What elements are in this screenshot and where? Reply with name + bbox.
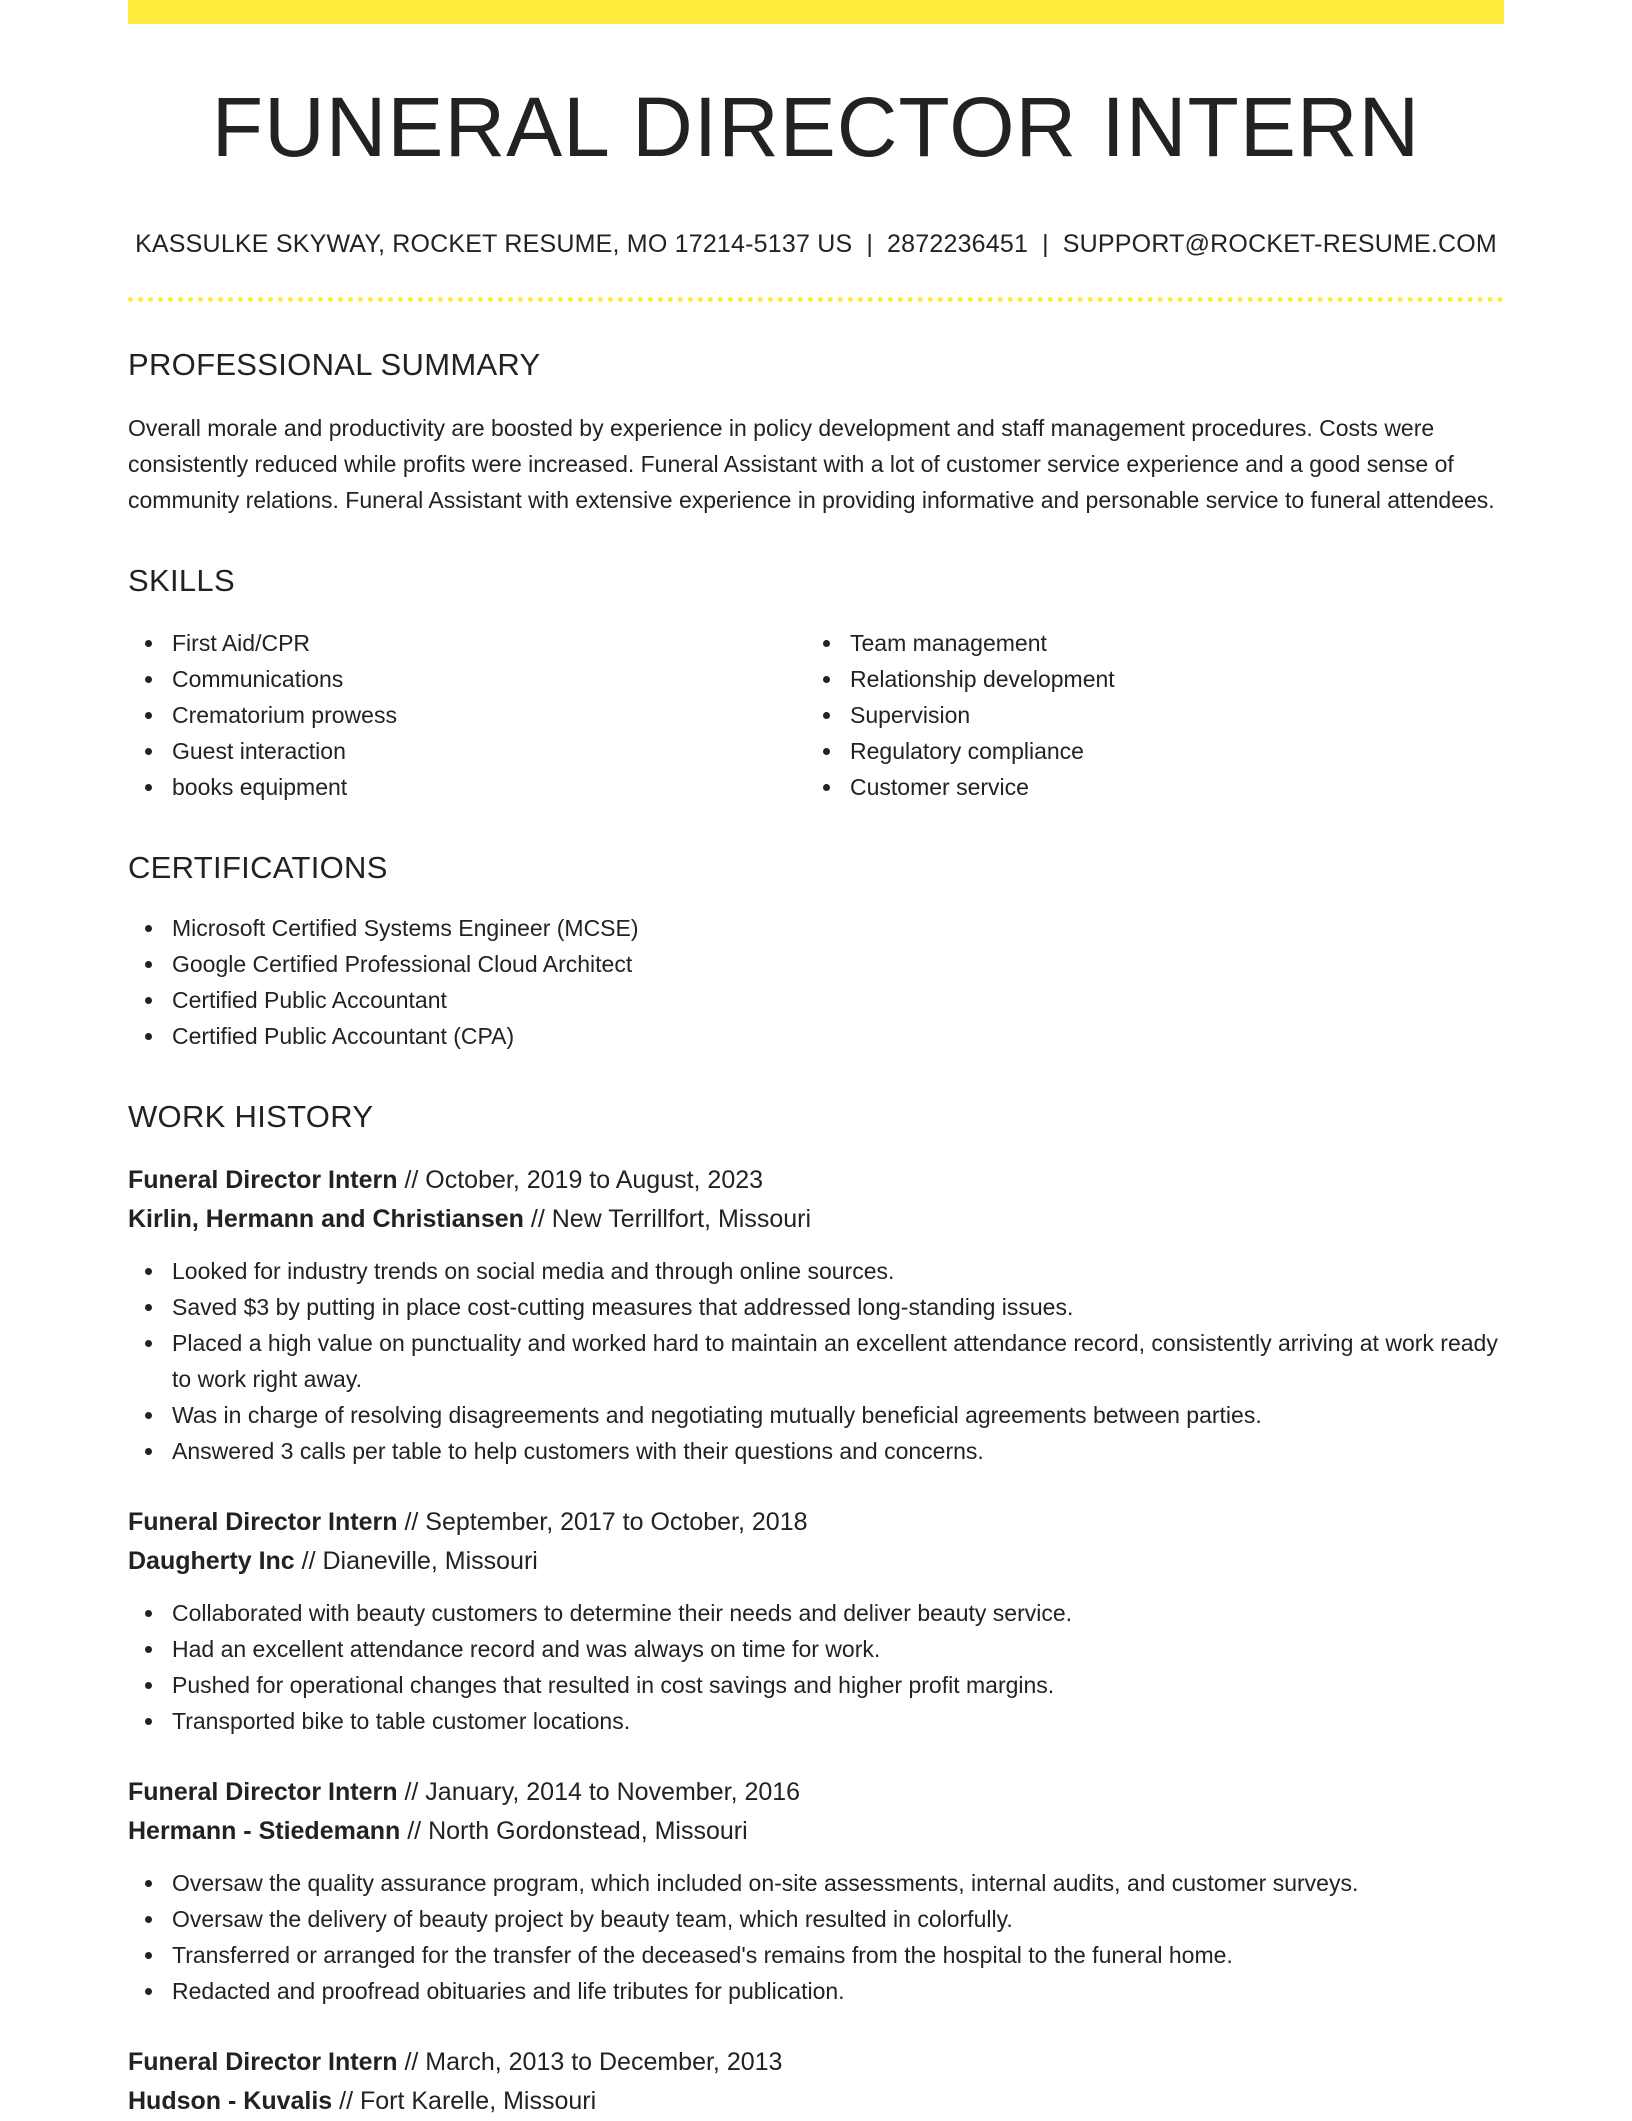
skills-section (128, 562, 1504, 805)
job-company: Kirlin, Hermann and Christiansen (128, 1205, 524, 1234)
job-bullet: Redacted and proofread obituaries and life tributes for publication. (128, 1973, 1504, 2009)
job-bullet: Oversaw the delivery of beauty project by beauty team, which resulted in colorfully. (128, 1901, 1504, 1937)
summary-section (128, 346, 1504, 517)
job-entry (128, 1773, 1504, 2009)
job-dates: // March, 2013 to December, 2013 (404, 2048, 783, 2077)
job-company: Daugherty Inc (128, 1547, 295, 1576)
contact-address: KASSULKE SKYWAY, ROCKET RESUME, MO 17214-5137 US (135, 230, 853, 259)
certifications-list (128, 910, 1504, 1054)
summary-heading: PROFESSIONAL SUMMARY (128, 347, 541, 383)
job-role-line (128, 1773, 1504, 1812)
contact-separator: | (866, 230, 874, 259)
job-location: // North Gordonstead, Missouri (407, 1817, 748, 1846)
job-bullets (128, 1865, 1504, 2009)
job-role-line (128, 1161, 1504, 1200)
certifications-section (128, 849, 1504, 1054)
skill-item: Communications (128, 661, 806, 697)
contact-line (128, 229, 1504, 259)
job-bullet: Oversaw the quality assurance program, which included on-site assessments, internal audits, and customer surveys. (128, 1865, 1504, 1901)
job-company: Hudson - Kuvalis (128, 2087, 333, 2116)
job-entry (128, 1503, 1504, 1739)
job-dates: // January, 2014 to November, 2016 (404, 1778, 801, 1807)
job-role: Funeral Director Intern (128, 1508, 398, 1537)
skill-item: Team management (806, 625, 1484, 661)
job-entry (128, 1161, 1504, 1469)
job-bullet: Had an excellent attendance record and was always on time for work. (128, 1631, 1504, 1667)
skill-item: Guest interaction (128, 733, 806, 769)
work-history-heading: WORK HISTORY (128, 1098, 374, 1134)
job-role: Funeral Director Intern (128, 1166, 398, 1195)
job-company-line (128, 1542, 1504, 1581)
job-company-line (128, 2082, 1504, 2121)
job-company-line (128, 1812, 1504, 1851)
work-history-section (128, 1098, 1504, 2121)
skill-item: Customer service (806, 769, 1484, 805)
skill-item: First Aid/CPR (128, 625, 806, 661)
skills-list (128, 625, 1504, 805)
certifications-heading: CERTIFICATIONS (128, 849, 388, 885)
certification-item: Certified Public Accountant (128, 982, 1504, 1018)
skills-heading: SKILLS (128, 562, 235, 598)
job-bullet: Answered 3 calls per table to help customers with their questions and concerns. (128, 1433, 1504, 1469)
skill-item: Relationship development (806, 661, 1484, 697)
job-bullet: Collaborated with beauty customers to determine their needs and deliver beauty service. (128, 1595, 1504, 1631)
certification-item: Microsoft Certified Systems Engineer (MCSE) (128, 910, 1504, 946)
job-bullet: Placed a high value on punctuality and worked hard to maintain an excellent attendance record, consistently arriving at work ready to work right away. (128, 1325, 1504, 1397)
job-location: // New Terrillfort, Missouri (530, 1205, 812, 1234)
job-bullet: Pushed for operational changes that resulted in cost savings and higher profit margins. (128, 1667, 1504, 1703)
contact-separator: | (1042, 230, 1049, 259)
job-bullet: Transferred or arranged for the transfer of the deceased's remains from the hospital to the funeral home. (128, 1937, 1504, 1973)
job-role: Funeral Director Intern (128, 1778, 398, 1807)
job-dates: // October, 2019 to August, 2023 (404, 1166, 764, 1195)
job-company: Hermann - Stiedemann (128, 1817, 401, 1846)
resume-title: FUNERAL DIRECTOR INTERN (211, 80, 1421, 174)
skill-item: Regulatory compliance (806, 733, 1484, 769)
certification-item: Google Certified Professional Cloud Architect (128, 946, 1504, 982)
job-bullet: Was in charge of resolving disagreements and negotiating mutually beneficial agreements between parties. (128, 1397, 1504, 1433)
job-location: // Fort Karelle, Missouri (339, 2087, 597, 2116)
dotted-divider (128, 297, 1504, 302)
certification-item: Certified Public Accountant (CPA) (128, 1018, 1504, 1054)
job-role-line (128, 2043, 1504, 2082)
job-dates: // September, 2017 to October, 2018 (404, 1508, 808, 1537)
skill-item: books equipment (128, 769, 806, 805)
job-bullet: Looked for industry trends on social media and through online sources. (128, 1253, 1504, 1289)
summary-text: Overall morale and productivity are boosted by experience in policy development and staff management procedures. Costs were consistently reduced while profits were increased. Funeral Assistant with a lot of customer service experience and a good sense of community relations. Funeral Assistant with extensive experience in providing informative and personable service to funeral attendees. (128, 414, 1495, 513)
job-role-line (128, 1503, 1504, 1542)
job-bullets (128, 1595, 1504, 1739)
contact-email: SUPPORT@ROCKET-RESUME.COM (1062, 230, 1497, 259)
job-location: // Dianeville, Missouri (301, 1547, 538, 1576)
job-bullets (128, 1253, 1504, 1469)
skill-item: Supervision (806, 697, 1484, 733)
skill-item: Crematorium prowess (128, 697, 806, 733)
job-entry (128, 2043, 1504, 2121)
job-bullet: Transported bike to table customer locations. (128, 1703, 1504, 1739)
job-company-line (128, 1200, 1504, 1239)
contact-phone: 2872236451 (887, 230, 1029, 259)
job-role: Funeral Director Intern (128, 2048, 398, 2077)
job-bullet: Saved $3 by putting in place cost-cutting measures that addressed long-standing issues. (128, 1289, 1504, 1325)
resume-page (128, 0, 1504, 2121)
accent-top-bar (128, 0, 1504, 24)
